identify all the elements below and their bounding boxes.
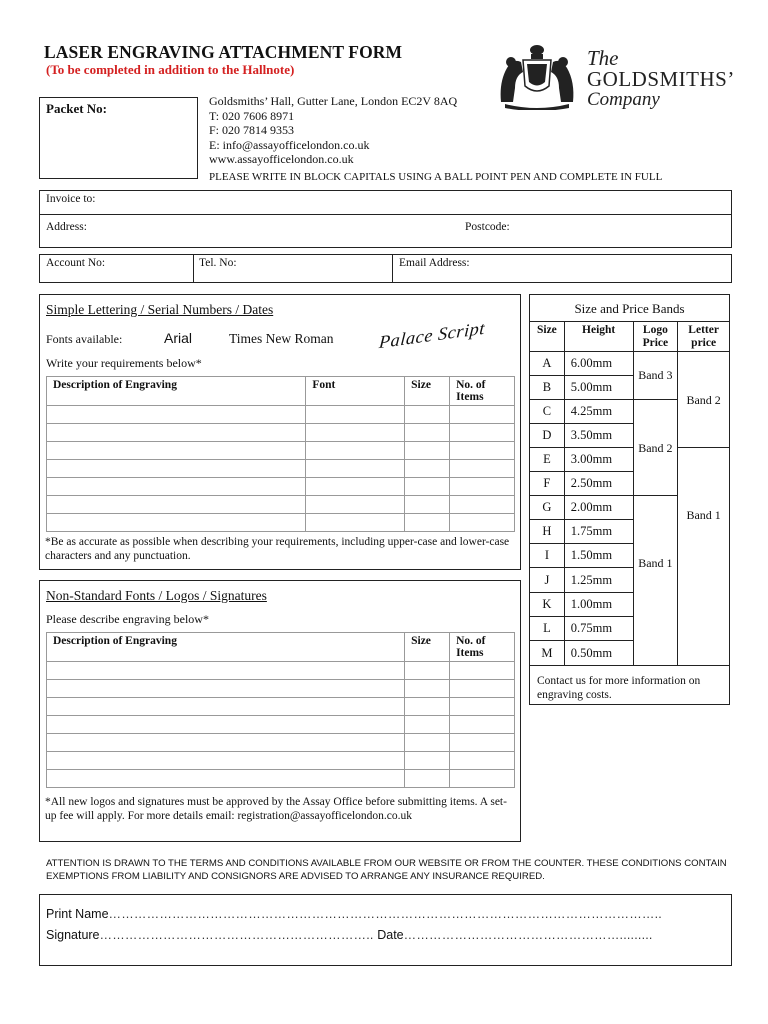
table-row[interactable] — [47, 716, 515, 734]
col-description: Description of Engraving — [47, 633, 405, 662]
form-title: LASER ENGRAVING ATTACHMENT FORM — [44, 42, 403, 62]
table-row[interactable] — [47, 734, 515, 752]
invoice-box — [39, 190, 732, 248]
date-field[interactable]: Date……………………………………………......... — [377, 928, 653, 942]
table-row[interactable] — [47, 442, 515, 460]
height-cell: 3.00mm — [564, 448, 633, 472]
packet-no-label: Packet No: — [46, 101, 108, 116]
coat-of-arms-icon — [493, 42, 581, 110]
height-cell: 1.50mm — [564, 544, 633, 568]
bands-title: Size and Price Bands — [574, 301, 685, 316]
contact-tel: T: 020 7606 8971 — [209, 108, 295, 123]
contact-fax: F: 020 7814 9353 — [209, 123, 295, 138]
col-description: Description of Engraving — [47, 377, 306, 406]
table-row[interactable] — [47, 752, 515, 770]
size-bands-table — [529, 321, 730, 666]
company-logo-text — [587, 48, 735, 109]
height-cell: 5.00mm — [564, 376, 633, 400]
col-logo-price: Logo Price — [633, 322, 678, 352]
size-cell: K — [530, 593, 565, 617]
contact-address: Goldsmiths’ Hall, Gutter Lane, London EC2V 8AQ — [209, 94, 458, 108]
size-cell: A — [530, 352, 565, 376]
print-name-field[interactable]: Print Name………………………………………………………………………………………………………………….. — [46, 907, 662, 921]
col-size: Size — [530, 322, 565, 352]
contact-web: www.assayofficelondon.co.uk — [209, 152, 354, 167]
contact-costs-note: Contact us for more information on engraving costs. — [537, 675, 701, 701]
describe-engraving-label: Please describe engraving below* — [46, 612, 209, 626]
font-times-new-roman: Times New Roman — [229, 331, 334, 346]
size-cell: G — [530, 496, 565, 520]
table-row[interactable] — [47, 662, 515, 680]
band-row — [530, 352, 730, 376]
col-size: Size — [405, 377, 450, 406]
size-cell: E — [530, 448, 565, 472]
contact-block — [209, 94, 457, 167]
non-standard-title: Non-Standard Fonts / Logos / Signatures — [46, 588, 267, 603]
tel-no-field[interactable]: Tel. No: — [199, 257, 237, 269]
size-cell: I — [530, 544, 565, 568]
size-cell: J — [530, 568, 565, 593]
contact-email: E: info@assayofficelondon.co.uk — [209, 137, 370, 152]
attention-notice: ATTENTION IS DRAWN TO THE TERMS AND CONDITIONS AVAILABLE FROM OUR WEBSITE OR FROM THE COUNTER. THESE CONDITIONS CONTAIN EXEMPTIONS FROM LIABILITY AND CONSIGNORS ARE ADVISED TO ARRANGE ANY INSURANCE REQUIRED. — [46, 858, 727, 882]
address-field[interactable]: Address: — [46, 221, 87, 233]
fonts-available-label: Fonts available: — [46, 332, 123, 346]
height-cell: 0.75mm — [564, 617, 633, 641]
table-row[interactable] — [47, 424, 515, 442]
email-address-field[interactable]: Email Address: — [399, 257, 470, 269]
non-standard-note: *All new logos and signatures must be approved by the Assay Office before submitting items. A set-up fee will apply. For more details email: registration@assayofficelondon.co.uk — [45, 796, 507, 822]
divider — [392, 255, 393, 282]
account-no-field[interactable]: Account No: — [46, 257, 106, 269]
signoff-box — [39, 894, 732, 966]
packet-no-box[interactable] — [39, 97, 198, 179]
band-row — [530, 448, 730, 472]
write-requirements-label: Write your requirements below* — [46, 356, 202, 370]
size-cell: C — [530, 400, 565, 424]
table-row[interactable] — [47, 698, 515, 716]
table-row[interactable] — [47, 460, 515, 478]
divider — [40, 214, 731, 215]
non-standard-table — [46, 632, 515, 788]
logo-band-1: Band 1 — [633, 496, 678, 666]
letter-band-2: Band 2 — [678, 352, 730, 448]
size-cell: H — [530, 520, 565, 544]
height-cell: 0.50mm — [564, 641, 633, 666]
simple-lettering-title: Simple Lettering / Serial Numbers / Dates — [46, 302, 274, 317]
signature-label: Signature — [46, 928, 100, 942]
divider — [193, 255, 194, 282]
size-cell: D — [530, 424, 565, 448]
font-palace-script: Palace Script — [378, 317, 486, 353]
height-cell: 2.50mm — [564, 472, 633, 496]
table-row[interactable] — [47, 478, 515, 496]
size-cell: M — [530, 641, 565, 666]
postcode-field[interactable]: Postcode: — [465, 221, 510, 233]
signature-field[interactable]: Signature……………………………………………………….. Date……………………………………………......... — [46, 928, 653, 942]
table-row[interactable] — [47, 680, 515, 698]
table-row[interactable] — [47, 770, 515, 788]
simple-lettering-table — [46, 376, 515, 532]
simple-lettering-note: *Be as accurate as possible when describing your requirements, including upper-case and lower-case characters and any punctuation. — [45, 536, 510, 562]
height-cell: 1.25mm — [564, 568, 633, 593]
col-size: Size — [405, 633, 450, 662]
letter-band-1: Band 1 — [678, 448, 730, 666]
col-font: Font — [306, 377, 405, 406]
size-cell: L — [530, 617, 565, 641]
logo-line-1: The — [587, 46, 619, 70]
height-cell: 1.00mm — [564, 593, 633, 617]
logo-band-2: Band 2 — [633, 400, 678, 496]
logo-band-3: Band 3 — [633, 352, 678, 400]
account-row — [39, 254, 732, 283]
col-items: No. of Items — [450, 633, 515, 662]
size-cell: F — [530, 472, 565, 496]
form-subtitle: (To be completed in addition to the Hallnote) — [46, 62, 295, 77]
height-cell: 2.00mm — [564, 496, 633, 520]
invoice-to-field[interactable]: Invoice to: — [46, 193, 96, 205]
height-cell: 3.50mm — [564, 424, 633, 448]
height-cell: 1.75mm — [564, 520, 633, 544]
col-letter-price: Letter price — [678, 322, 730, 352]
print-name-label: Print Name — [46, 907, 109, 921]
table-row[interactable] — [47, 406, 515, 424]
font-arial: Arial — [164, 330, 193, 346]
col-items: No. of Items — [450, 377, 515, 406]
logo-line-3: Company — [587, 89, 660, 110]
size-cell: B — [530, 376, 565, 400]
height-cell: 4.25mm — [564, 400, 633, 424]
logo-line-2: GOLDSMITHS’ — [587, 67, 735, 91]
date-label: Date — [377, 928, 404, 942]
height-cell: 6.00mm — [564, 352, 633, 376]
col-height: Height — [564, 322, 633, 352]
table-row[interactable] — [47, 514, 515, 532]
block-capitals-instruction: PLEASE WRITE IN BLOCK CAPITALS USING A BALL POINT PEN AND COMPLETE IN FULL — [209, 171, 663, 183]
table-row[interactable] — [47, 496, 515, 514]
